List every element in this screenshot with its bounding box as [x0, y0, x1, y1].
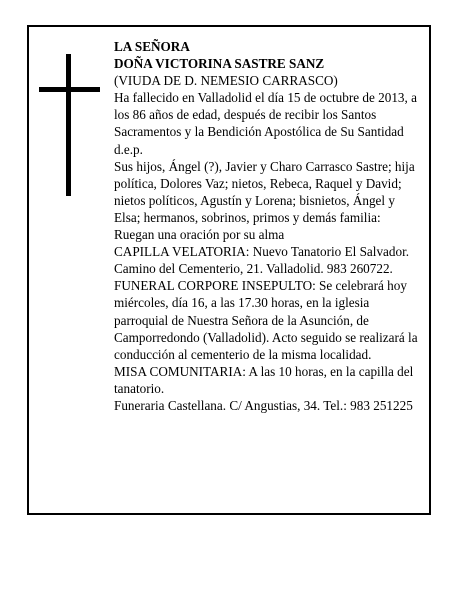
mass-info: MISA COMUNITARIA: A las 10 horas, en la capilla del tanatorio.	[114, 363, 414, 396]
obituary-text	[114, 38, 424, 414]
chapel-info: CAPILLA VELATORIA: Nuevo Tanatorio El Salvador. Camino del Cementerio, 21. Valladolid. 983 260722.	[114, 244, 410, 277]
family-list: Sus hijos, Ángel (?), Javier y Charo Carrasco Sastre; hija política, Dolores Vaz; nietos, Rebeca, Raquel y David; nietos políticos, Agustín y Lorena; bisnietos, Ángel y Elsa; hermanos, sobrinos, primos y demás familia:	[114, 158, 415, 225]
cross-horizontal-bar	[39, 87, 100, 92]
cross-icon	[39, 54, 103, 198]
prayer-request: Ruegan una oración por su alma	[114, 227, 285, 243]
cross-vertical-bar	[66, 54, 71, 196]
funeral-info: FUNERAL CORPORE INSEPULTO: Se celebrará hoy miércoles, día 16, a las 17.30 horas, en la iglesia parroquial de Nuestra Señora de la Asunción, de Camporredondo (Valladolid). Acto seguido se realizará la conducción al cementerio de la misma localidad.	[114, 278, 418, 362]
funeral-home-info: Funeraria Castellana. C/ Angustias, 34. Tel.: 983 251225	[114, 397, 413, 413]
notice-title: LA SEÑORA	[114, 39, 190, 54]
deceased-name: DOÑA VICTORINA SASTRE SANZ	[114, 56, 325, 72]
widow-line: (VIUDA DE D. NEMESIO CARRASCO)	[114, 73, 338, 89]
rip-line: d.e.p.	[114, 141, 143, 157]
death-announcement: Ha fallecido en Valladolid el día 15 de octubre de 2013, a los 86 años de edad, después de recibir los Santos Sacramentos y la Bendición Apostólica de Su Santidad	[114, 90, 417, 140]
